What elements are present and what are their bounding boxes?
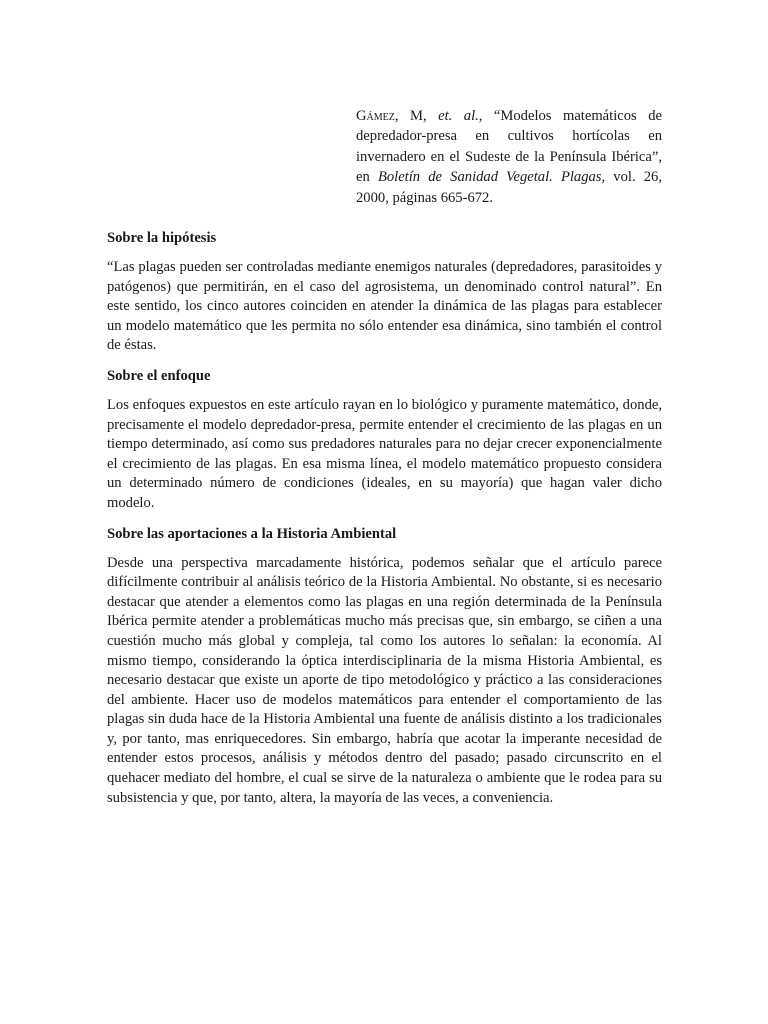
section-aportaciones [107,524,662,809]
citation-etal: et. al. [438,107,479,124]
section-paragraph: Los enfoques expuestos en este artículo rayan en lo biológico y puramente matemático, donde, precisamente el modelo depredador-presa, permite entender el crecimiento de las plagas en un tiempo determinado, así como sus predadores naturales para no dejar crecer exponencialmente el crecimiento de las plagas. En esa misma línea, el modelo matemático propuesto considera un determinado número de condiciones (ideales, en su mayoría) que hagan valer dicho modelo. [107,396,662,511]
section-heading: Sobre la hipótesis [107,230,217,246]
citation-journal: Boletín de Sanidad Vegetal. Plagas [377,169,602,186]
section-paragraph: “Las plagas pueden ser controladas mediante enemigos naturales (depredadores, parasitoides y patógenos) que permitirán, en el caso del agrosistema, un denominado control natural”. En este sentido, los cinco autores coinciden en atender la dinámica de las plagas para establecer un modelo matemático que les permita no sólo entender esa dinámica, sino también el control de éstas. [107,259,662,354]
citation-author: Gámez [356,107,395,124]
document-body [107,228,662,818]
section-enfoque [107,366,662,514]
citation-author-initial: , M, [394,107,439,124]
section-paragraph: Desde una perspectiva marcadamente histórica, podemos señalar que el artículo parece difícilmente contribuir al análisis teórico de la Historia Ambiental. No obstante, si es necesario destacar que atender a elementos como las plagas en una región determinada de la Península Ibérica permite atender a problemáticas mucho más precisas que, sin embargo, se ciñen a una cuestión mucho más global y compleja, tal como los autores lo señalan: la economía. Al mismo tiempo, considerando la óptica interdisciplinaria de la misma Historia Ambiental, es necesario destacar que existe un aporte de tipo metodológico y práctico a las consideraciones del ambiente. Hacer uso de modelos matemáticos para entender el comportamiento de las plagas sin duda hace de la Historia Ambiental una fuente de análisis distinto a los tradicionales y, por tanto, mas enriquecedores. Sin embargo, habría que acotar la imperante necesidad de entender estos procesos, análisis y métodos dentro del pasado; pasado circunscrito en el quehacer mediato del hombre, el cual se sirve de la naturaleza o ambiente que le rodea para su subsistencia y que, por tanto, altera, la mayoría de las veces, a conveniencia. [107,554,662,806]
citation-volume-pages: , vol. 26, 2000, páginas 665-672. [356,169,662,206]
bibliographic-citation [356,106,662,209]
citation-article-title: , “Modelos matemáticos de depredador-presa en cultivos hortícolas en invernadero en el Sudeste de la Península Ibérica”, en [356,107,662,186]
section-hipotesis [107,228,662,356]
section-heading: Sobre las aportaciones a la Historia Ambiental [107,525,397,542]
section-heading: Sobre el enfoque [107,367,211,384]
